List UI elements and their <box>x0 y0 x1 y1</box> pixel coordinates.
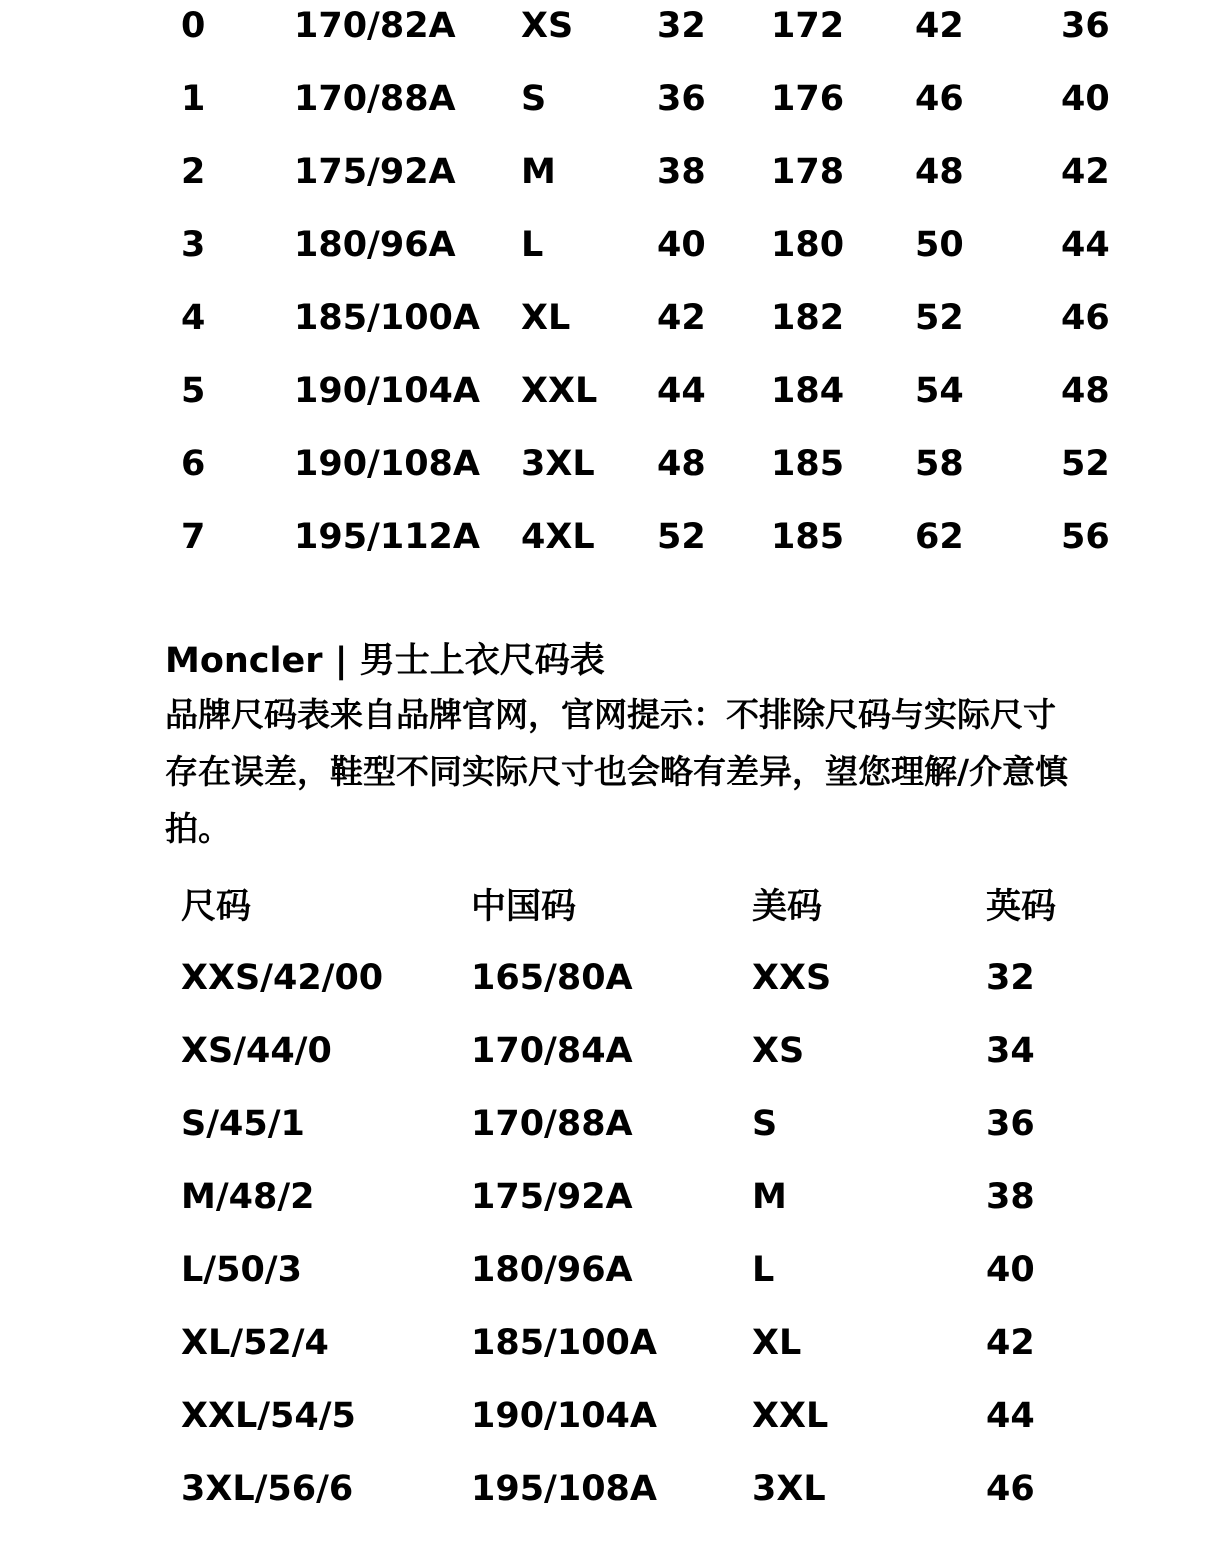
table-row <box>0 1464 1223 1514</box>
table-cell: XL/52/4 <box>181 1323 329 1363</box>
table-cell: 4XL <box>521 517 595 557</box>
table-cell: 52 <box>915 298 964 338</box>
table-cell: XXS <box>752 958 832 998</box>
table-row <box>0 512 1223 562</box>
column-header-uk: 英码 <box>986 887 1057 927</box>
table-row <box>0 1318 1223 1368</box>
table-cell: 46 <box>1061 298 1110 338</box>
table-cell: 54 <box>915 371 964 411</box>
column-header-size: 尺码 <box>181 887 252 927</box>
table-cell: 2 <box>181 152 206 192</box>
table-cell: 170/84A <box>471 1031 633 1071</box>
table-cell: 3XL <box>521 444 595 484</box>
table-cell: 6 <box>181 444 206 484</box>
table-cell: 56 <box>1061 517 1110 557</box>
table-row <box>0 293 1223 343</box>
table-cell: 38 <box>986 1177 1035 1217</box>
table-cell: 58 <box>915 444 964 484</box>
table-row <box>0 439 1223 489</box>
table-cell: XS <box>752 1031 805 1071</box>
table-cell: 44 <box>657 371 706 411</box>
table-cell: XS <box>521 6 574 46</box>
table-cell: 46 <box>986 1469 1035 1509</box>
table-cell: 36 <box>657 79 706 119</box>
table-row <box>0 366 1223 416</box>
table-header-row <box>0 882 1223 932</box>
table-cell: 50 <box>915 225 964 265</box>
table-cell: M <box>521 152 556 192</box>
table-cell: XXL/54/5 <box>181 1396 356 1436</box>
table-cell: 42 <box>915 6 964 46</box>
table-cell: 195/112A <box>294 517 480 557</box>
table-cell: 48 <box>657 444 706 484</box>
table-cell: 32 <box>986 958 1035 998</box>
table-cell: S <box>752 1104 778 1144</box>
notice-line: 存在误差，鞋型不同实际尺寸也会略有差异，望您理解/介意慎 <box>165 752 1069 791</box>
table-cell: 165/80A <box>471 958 633 998</box>
table-cell: 40 <box>657 225 706 265</box>
table-cell: 42 <box>1061 152 1110 192</box>
table-cell: 34 <box>986 1031 1035 1071</box>
size-notice <box>165 686 1205 857</box>
table-cell: 32 <box>657 6 706 46</box>
table-cell: 40 <box>986 1250 1035 1290</box>
table-row <box>0 1 1223 51</box>
table-cell: 3 <box>181 225 206 265</box>
table-cell: 176 <box>771 79 845 119</box>
table-row <box>0 1172 1223 1222</box>
table-cell: 170/82A <box>294 6 456 46</box>
table-cell: 182 <box>771 298 845 338</box>
table-cell: 4 <box>181 298 206 338</box>
table-cell: 1 <box>181 79 206 119</box>
table-cell: 185 <box>771 444 845 484</box>
table-cell: XL <box>521 298 571 338</box>
table-cell: XS/44/0 <box>181 1031 332 1071</box>
table-cell: 0 <box>181 6 206 46</box>
table-row <box>0 1099 1223 1149</box>
table-cell: 46 <box>915 79 964 119</box>
table-row <box>0 147 1223 197</box>
table-cell: 175/92A <box>471 1177 633 1217</box>
table-cell: L <box>521 225 544 265</box>
table-cell: 172 <box>771 6 845 46</box>
table-cell: S/45/1 <box>181 1104 305 1144</box>
table-cell: 62 <box>915 517 964 557</box>
table-cell: 42 <box>657 298 706 338</box>
section-title: Moncler | 男士上衣尺码表 <box>165 641 605 681</box>
table-cell: 7 <box>181 517 206 557</box>
table-cell: 190/104A <box>471 1396 657 1436</box>
table-cell: 185 <box>771 517 845 557</box>
table-row <box>0 1245 1223 1295</box>
table-row <box>0 1391 1223 1441</box>
table-cell: 180/96A <box>471 1250 633 1290</box>
table-cell: 3XL <box>752 1469 826 1509</box>
table-row <box>0 220 1223 270</box>
table-cell: 52 <box>1061 444 1110 484</box>
table-cell: 170/88A <box>294 79 456 119</box>
notice-line: 拍。 <box>165 809 231 848</box>
table-cell: S <box>521 79 547 119</box>
table-cell: 180 <box>771 225 845 265</box>
table-cell: 36 <box>986 1104 1035 1144</box>
table-cell: 184 <box>771 371 845 411</box>
table-cell: 170/88A <box>471 1104 633 1144</box>
table-cell: XXS/42/00 <box>181 958 384 998</box>
table-cell: 195/108A <box>471 1469 657 1509</box>
table-cell: 180/96A <box>294 225 456 265</box>
table-cell: 185/100A <box>294 298 480 338</box>
table-cell: 52 <box>657 517 706 557</box>
table-row <box>0 74 1223 124</box>
table-cell: M <box>752 1177 787 1217</box>
table-cell: 190/104A <box>294 371 480 411</box>
notice-line: 品牌尺码表来自品牌官网，官网提示：不排除尺码与实际尺寸 <box>165 695 1056 734</box>
table-cell: 190/108A <box>294 444 480 484</box>
table-cell: XXL <box>752 1396 829 1436</box>
table-row <box>0 1026 1223 1076</box>
table-cell: L/50/3 <box>181 1250 302 1290</box>
table-cell: 44 <box>986 1396 1035 1436</box>
table-cell: 3XL/56/6 <box>181 1469 354 1509</box>
table-cell: 5 <box>181 371 206 411</box>
table-cell: 38 <box>657 152 706 192</box>
table-cell: 42 <box>986 1323 1035 1363</box>
table-cell: L <box>752 1250 775 1290</box>
column-header-us: 美码 <box>752 887 823 927</box>
table-cell: M/48/2 <box>181 1177 315 1217</box>
table-cell: 40 <box>1061 79 1110 119</box>
table-cell: 36 <box>1061 6 1110 46</box>
table-row <box>0 953 1223 1003</box>
table-cell: 48 <box>915 152 964 192</box>
table-cell: XL <box>752 1323 802 1363</box>
column-header-cn: 中国码 <box>471 887 577 927</box>
table-cell: 175/92A <box>294 152 456 192</box>
table-cell: 178 <box>771 152 845 192</box>
table-cell: 48 <box>1061 371 1110 411</box>
table-cell: 44 <box>1061 225 1110 265</box>
table-cell: 185/100A <box>471 1323 657 1363</box>
table-cell: XXL <box>521 371 598 411</box>
